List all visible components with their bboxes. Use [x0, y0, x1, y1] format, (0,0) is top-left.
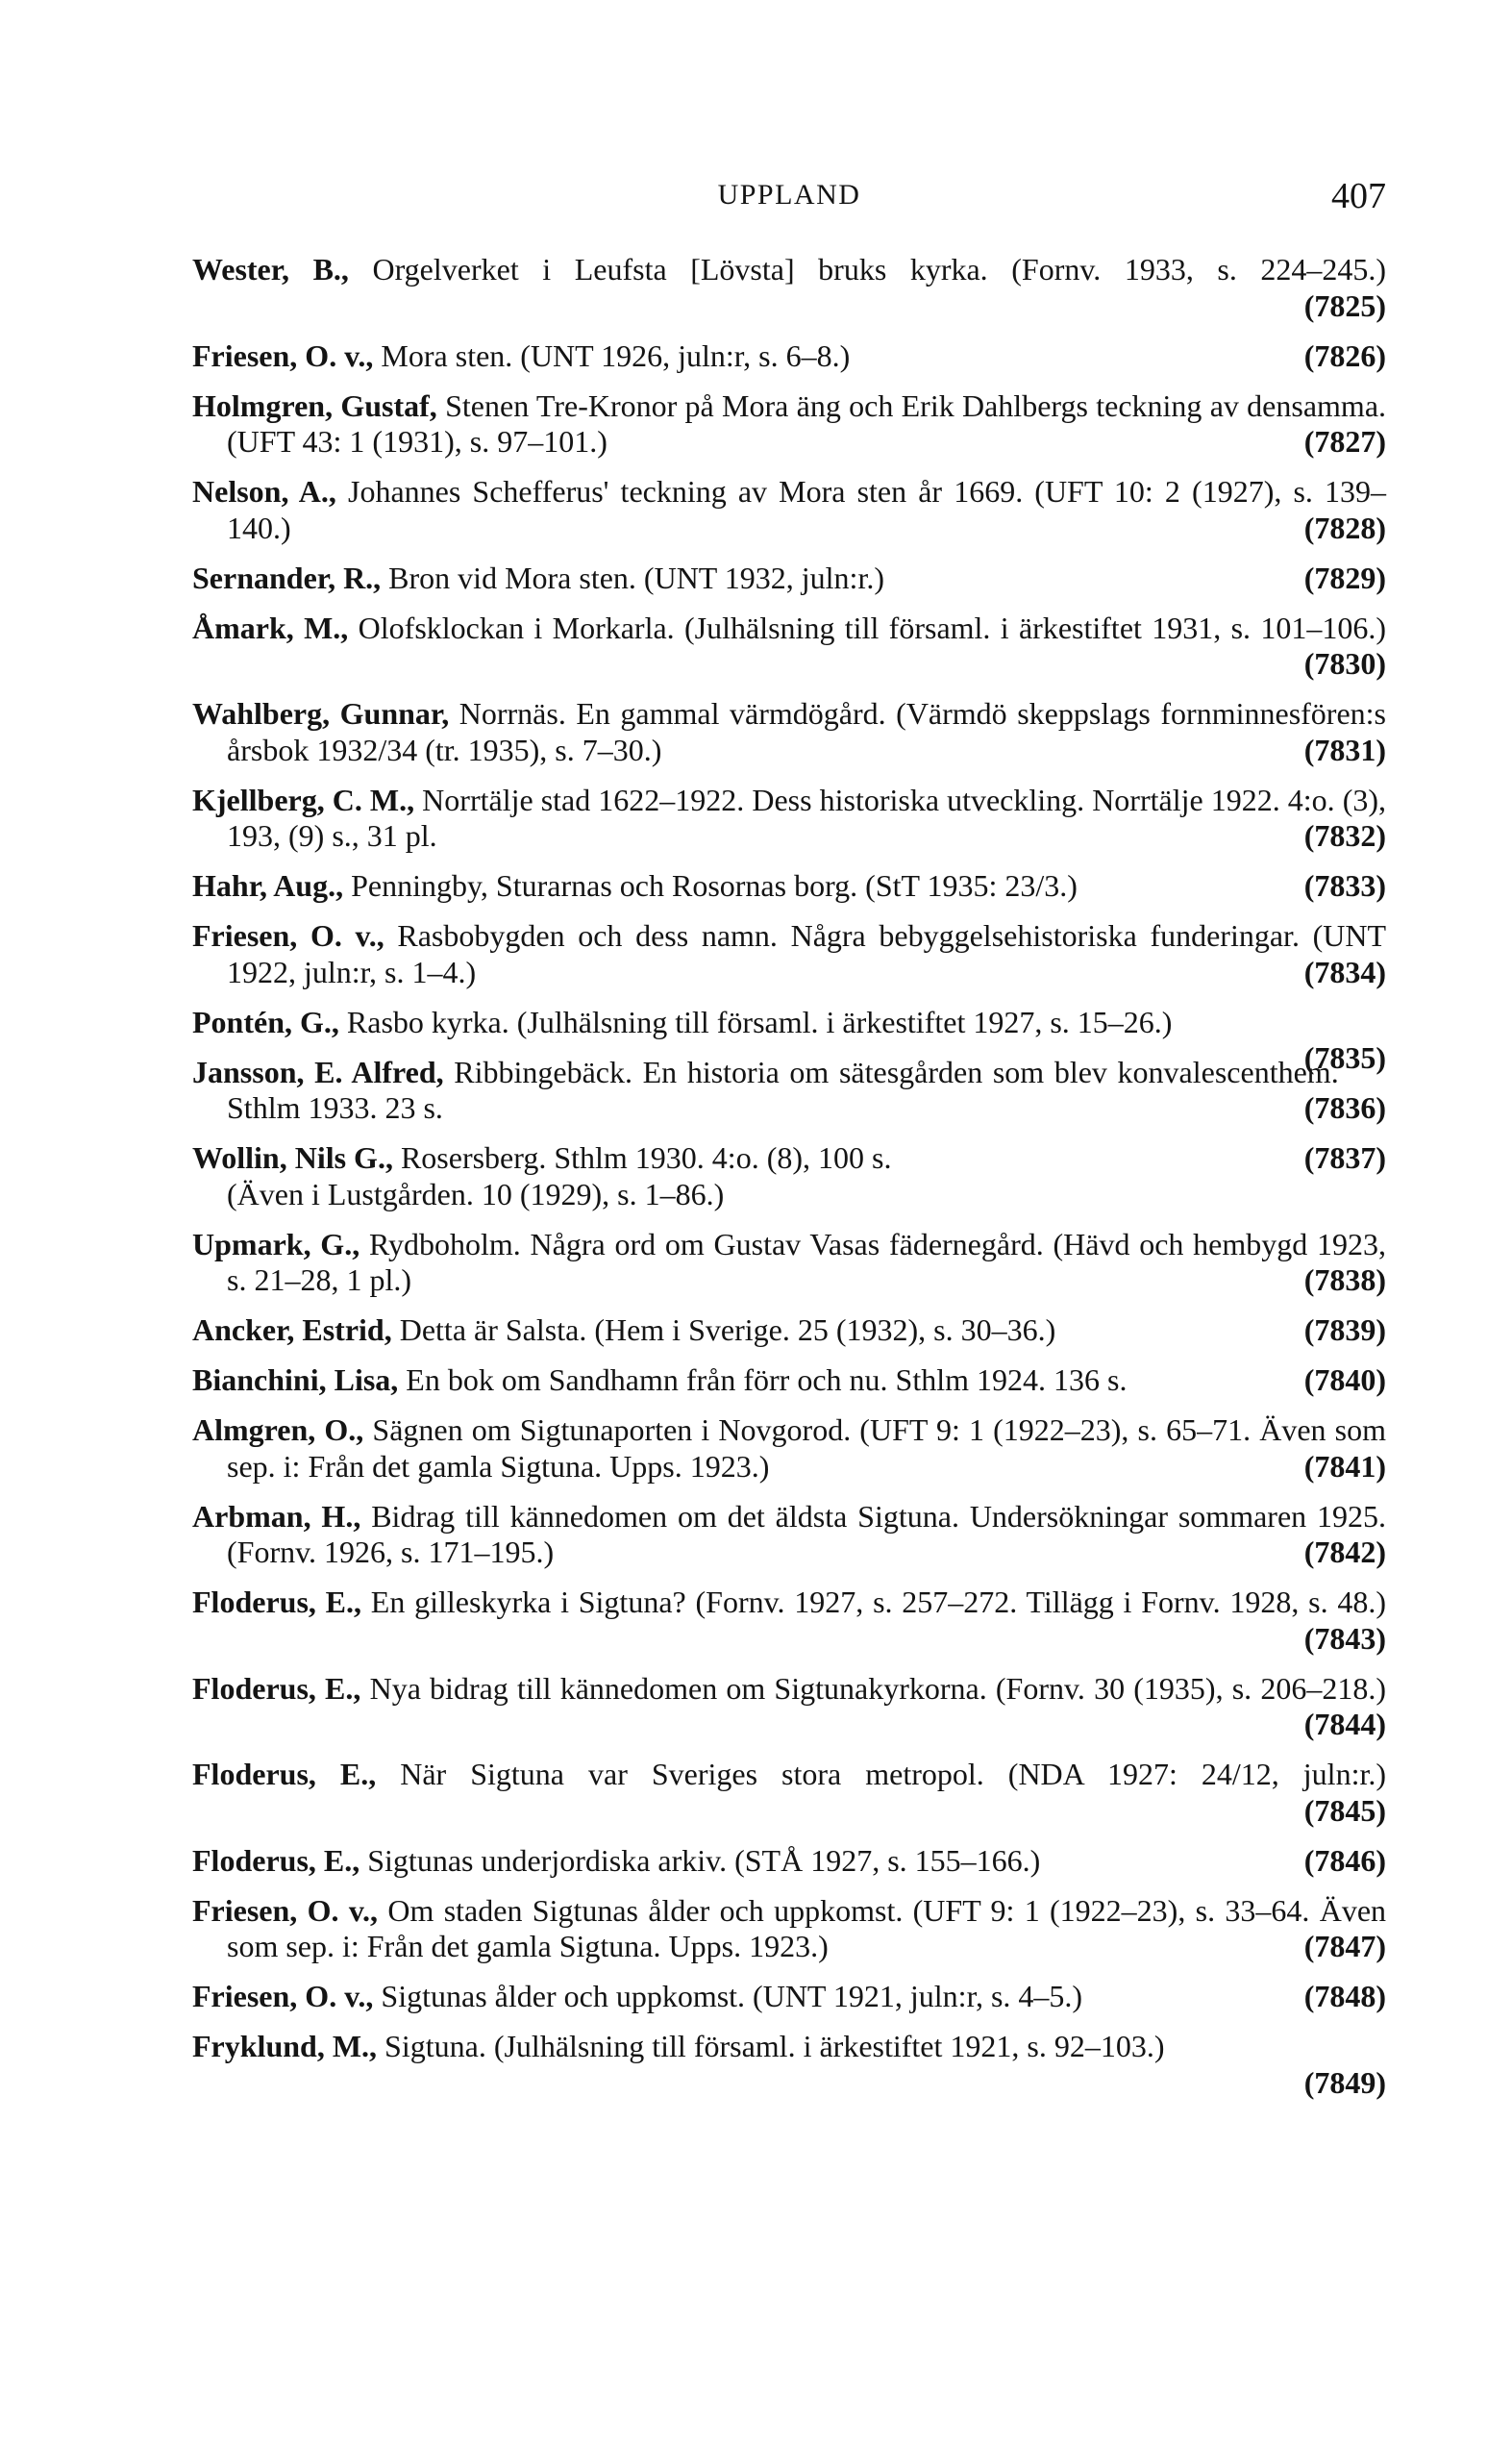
- bibliography-entry: [192, 783, 1386, 855]
- entry-text: Ribbingebäck. En historia om sätesgården som blev konvalescenthem. Sthlm 1933. 23 s.: [227, 1054, 1339, 1125]
- entry-number: (7845): [1303, 1792, 1386, 1828]
- entry-number: (7847): [1303, 1929, 1386, 1963]
- entry-text: Stenen Tre-Kronor på Mora äng och Erik Dahlbergs teckning av densamma. (UFT 43: 1 (1931), s. 97–101.): [227, 387, 1387, 459]
- entry-author: Floderus, E.,: [192, 1670, 361, 1706]
- bibliography-entry: [192, 918, 1386, 990]
- entry-number: (7830): [1303, 646, 1386, 681]
- entry-text: Rasbo kyrka. (Julhälsning till församl. i ärkestiftet 1927, s. 15–26.): [346, 1004, 1173, 1039]
- entry-author: Floderus, E.,: [192, 1842, 360, 1878]
- bibliography-entry: [192, 1055, 1386, 1127]
- entry-number: (7826): [1303, 337, 1386, 373]
- bibliography-entry: [192, 474, 1386, 546]
- entry-text: Bron vid Mora sten. (UNT 1932, juln:r.): [388, 560, 884, 595]
- page-number: 407: [1331, 176, 1386, 216]
- entry-number: (7838): [1303, 1262, 1386, 1297]
- entry-number: (7829): [1303, 560, 1386, 595]
- entry-text: Nya bidrag till kännedomen om Sigtunakyrkorna. (Fornv. 30 (1935), s. 206–218.): [369, 1670, 1387, 1706]
- entry-author: Hahr, Aug.,: [192, 868, 344, 903]
- running-head: UPPLAND: [717, 179, 861, 211]
- entry-text: Sigtuna. (Julhälsning till församl. i ärkestiftet 1921, s. 92–103.): [384, 2029, 1165, 2063]
- entry-number: (7846): [1303, 1842, 1386, 1878]
- bibliography-entry: [192, 2029, 1386, 2100]
- entry-text: En gilleskyrka i Sigtuna? (Fornv. 1927, s. 257–272. Tillägg i Fornv. 1928, s. 48.): [370, 1585, 1387, 1619]
- entry-author: Almgren, O.,: [192, 1412, 364, 1447]
- entry-author: Bianchini, Lisa,: [192, 1362, 399, 1397]
- bibliography-entry: [192, 696, 1386, 768]
- entry-text: Norrnäs. En gammal värmdögård. (Värmdö skeppslags fornminnesfören:s årsbok 1932/34 (tr. 1935), s. 7–30.): [227, 696, 1387, 767]
- bibliography-entry: [192, 338, 1386, 375]
- entry-author: Holmgren, Gustaf,: [192, 387, 437, 423]
- entry-number: (7842): [1303, 1535, 1386, 1569]
- entry-author: Upmark, G.,: [192, 1226, 360, 1261]
- entry-author: Wollin, Nils G.,: [192, 1140, 393, 1175]
- entry-number: (7825): [1303, 287, 1386, 323]
- bibliography-entry: [192, 1140, 1386, 1212]
- entry-number: (7833): [1303, 868, 1386, 903]
- entry-text: Sigtunas ålder och uppkomst. (UNT 1921, juln:r, s. 4–5.): [381, 1979, 1083, 2013]
- entry-author: Friesen, O. v.,: [192, 918, 384, 953]
- bibliography-entry: [192, 1412, 1386, 1485]
- entry-number: (7839): [1303, 1312, 1386, 1347]
- entry-text: Rydboholm. Några ord om Gustav Vasas fädernegård. (Hävd och hembygd 1923, s. 21–28, 1 pl.): [227, 1226, 1387, 1297]
- entry-number: (7849): [1303, 2064, 1386, 2100]
- bibliography-entry: [192, 1362, 1386, 1399]
- entry-number: (7828): [1303, 510, 1386, 545]
- entry-number: (7843): [1303, 1620, 1386, 1656]
- entry-author: Friesen, O. v.,: [192, 1979, 374, 2013]
- entry-number: (7834): [1303, 954, 1386, 989]
- entry-number: (7837): [1303, 1140, 1386, 1175]
- bibliography-entry: [192, 1312, 1386, 1349]
- entry-text: Olofsklockan i Morkarla. (Julhälsning till församl. i ärkestiftet 1931, s. 101–106.): [358, 610, 1387, 645]
- bibliography-list: [192, 252, 1386, 2101]
- bibliography-entry: [192, 1757, 1386, 1829]
- entry-author: Kjellberg, C. M.,: [192, 782, 415, 817]
- bibliography-entry: [192, 252, 1386, 324]
- bibliography-entry: [192, 388, 1386, 461]
- bibliography-entry: [192, 611, 1386, 683]
- entry-number: (7835): [1303, 1040, 1386, 1075]
- entry-author: Pontén, G.,: [192, 1004, 339, 1039]
- entry-note: (Även i Lustgården. 10 (1929), s. 1–86.): [227, 1176, 725, 1211]
- entry-number: (7840): [1303, 1362, 1386, 1397]
- entry-author: Wahlberg, Gunnar,: [192, 696, 450, 731]
- entry-author: Floderus, E.,: [192, 1757, 377, 1791]
- entry-text: Rosersberg. Sthlm 1930. 4:o. (8), 100 s.: [400, 1140, 892, 1175]
- entry-author: Sernander, R.,: [192, 560, 382, 595]
- entry-author: Nelson, A.,: [192, 474, 336, 509]
- entry-author: Arbman, H.,: [192, 1498, 361, 1534]
- bibliography-entry: [192, 1671, 1386, 1743]
- entry-author: Floderus, E.,: [192, 1585, 362, 1619]
- entry-text: Mora sten. (UNT 1926, juln:r, s. 6–8.): [381, 337, 851, 373]
- entry-author: Ancker, Estrid,: [192, 1312, 392, 1347]
- entry-text: Om staden Sigtunas ålder och uppkomst. (UFT 9: 1 (1922–23), s. 33–64. Även som sep. i: Från det gamla Sigtuna. Upps. 1923.): [227, 1892, 1387, 1963]
- entry-text: Sigtunas underjordiska arkiv. (STÅ 1927, s. 155–166.): [367, 1842, 1041, 1878]
- entry-text: Norrtälje stad 1622–1922. Dess historiska utveckling. Norrtälje 1922. 4:o. (3), 193, (9) s., 31 pl.: [227, 782, 1387, 853]
- bibliography-entry: [192, 1843, 1386, 1880]
- bibliography-entry: [192, 561, 1386, 597]
- entry-author: Jansson, E. Alfred,: [192, 1054, 444, 1089]
- entry-number: (7844): [1303, 1707, 1386, 1741]
- bibliography-entry: [192, 1585, 1386, 1657]
- entry-author: Fryklund, M.,: [192, 2029, 378, 2063]
- entry-number: (7848): [1303, 1979, 1386, 2013]
- page-header: [192, 176, 1386, 237]
- entry-author: Åmark, M.,: [192, 610, 349, 645]
- bibliography-entry: [192, 1979, 1386, 2015]
- entry-number: (7831): [1303, 732, 1386, 767]
- entry-number: (7832): [1303, 818, 1386, 853]
- entry-author: Wester, B.,: [192, 252, 349, 287]
- entry-text: Sägnen om Sigtunaporten i Novgorod. (UFT 9: 1 (1922–23), s. 65–71. Även som sep. i: Från det gamla Sigtuna. Upps. 1923.): [227, 1412, 1387, 1484]
- entry-text: Johannes Schefferus' teckning av Mora sten år 1669. (UFT 10: 2 (1927), s. 139–140.): [227, 474, 1387, 545]
- entry-number: (7827): [1303, 424, 1386, 459]
- entry-text: Rasbobygden och dess namn. Några bebyggelsehistoriska funderingar. (UNT 1922, juln:r, s. 1–4.): [227, 918, 1387, 989]
- entry-author: Friesen, O. v.,: [192, 1892, 379, 1928]
- entry-author: Friesen, O. v.,: [192, 337, 374, 373]
- entry-text: När Sigtuna var Sveriges stora metropol. (NDA 1927: 24/12, juln:r.): [400, 1757, 1386, 1791]
- entry-text: Bidrag till kännedomen om det äldsta Sigtuna. Undersökningar sommaren 1925. (Fornv. 1926, s. 171–195.): [227, 1498, 1387, 1569]
- entry-text: Detta är Salsta. (Hem i Sverige. 25 (1932), s. 30–36.): [399, 1312, 1056, 1347]
- entry-text: En bok om Sandhamn från förr och nu. Sthlm 1924. 136 s.: [406, 1362, 1128, 1397]
- bibliography-entry: [192, 1227, 1386, 1299]
- bibliography-entry: [192, 868, 1386, 905]
- entry-number: (7841): [1303, 1448, 1386, 1484]
- bibliography-entry: [192, 1499, 1386, 1571]
- entry-number: (7836): [1303, 1090, 1386, 1125]
- entry-text: Orgelverket i Leufsta [Lövsta] bruks kyrka. (Fornv. 1933, s. 224–245.): [372, 252, 1387, 287]
- bibliography-entry: [192, 1893, 1386, 1965]
- entry-text: Penningby, Sturarnas och Rosornas borg. (StT 1935: 23/3.): [351, 868, 1078, 903]
